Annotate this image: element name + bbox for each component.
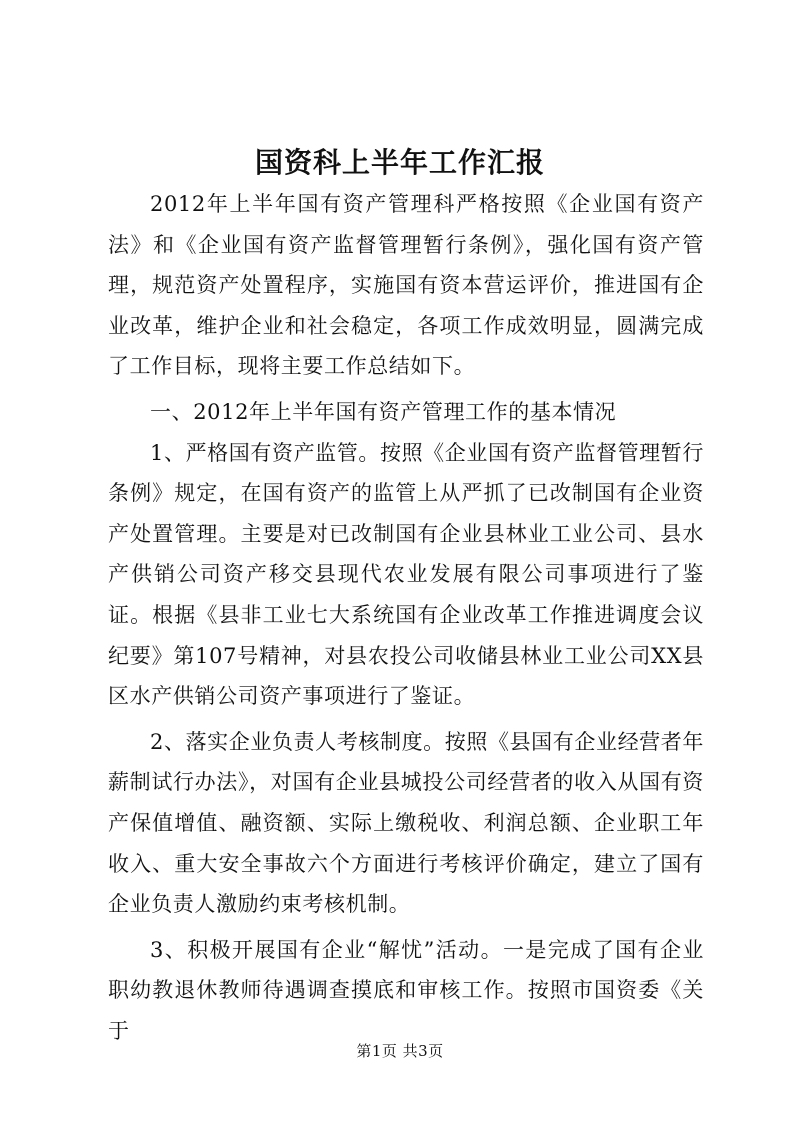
item-3-paragraph: 3、积极开展国有企业“解忧”活动。一是完成了国有企业职幼教退休教师待遇调查摸底和审核工作。按照市国资委《关于 — [108, 937, 704, 1043]
document-title: 国资科上半年工作汇报 — [254, 146, 545, 179]
section-heading: 一、2012年上半年国有资产管理工作的基本情况 — [150, 399, 617, 424]
item-2-paragraph: 2、落实企业负责人考核制度。按照《县国有企业经营者年薪制试行办法》，对国有企业县城投公司经营者的收入从国有资产保值增值、融资额、实际上缴税收、利润总额、企业职工年收入、重大安全事故六个方面进行考核评价确定，建立了国有企业负责人激励约束考核机制。 — [108, 729, 704, 917]
intro-paragraph: 2012年上半年国有资产管理科严格按照《企业国有资产法》和《企业国有资产监督管理暂行条例》，强化国有资产管理，规范资产处置程序，实施国有资本营运评价，推进国有企业改革，维护企业和社会稳定，各项工作成效明显，圆满完成了工作目标，现将主要工作总结如下。 — [108, 192, 704, 379]
document-body — [108, 184, 704, 1051]
page-footer: 第1页 共3页 — [356, 1042, 444, 1060]
item-1-paragraph: 1、严格国有资产监管。按照《企业国有资产监督管理暂行条例》规定，在国有资产的监管上从严抓了已改制国有企业资产处置管理。主要是对已改制国有企业县林业工业公司、县水产供销公司资产移交县现代农业发展有限公司事项进行了鉴证。根据《县非工业七大系统国有企业改革工作推进调度会议纪要》第107号精神，对县农投公司收储县林业工业公司XX县区水产供销公司资产事项进行了鉴证。 — [108, 440, 704, 709]
